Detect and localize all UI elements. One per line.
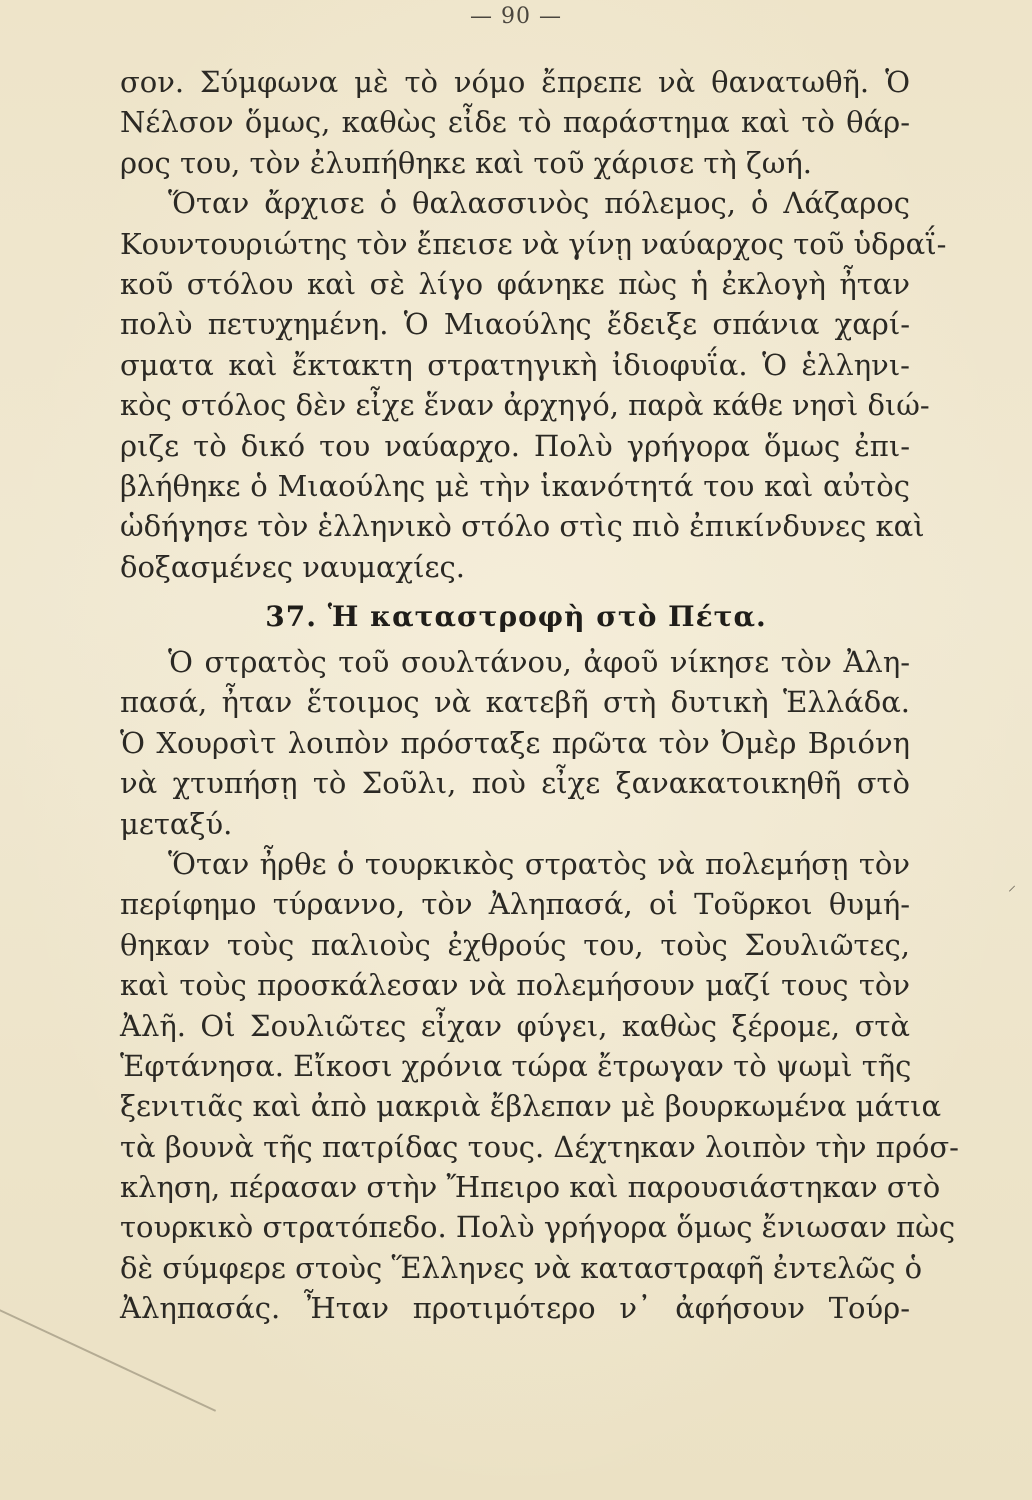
text-line: Ἀλῆ. Οἱ Σουλιῶτες εἶχαν φύγει, καθὼς ξέρομε, στὰ [120, 1008, 910, 1043]
text-line: τὰ βουνὰ τῆς πατρίδας τους. Δέχτηκαν λοιπὸν τὴν πρόσ- [120, 1129, 959, 1164]
text-line: μεταξύ. [120, 806, 233, 841]
paragraph-continuation [120, 62, 910, 183]
text-line: βλήθηκε ὁ Μιαούλης μὲ τὴν ἱκανότητά του καὶ αὐτὸς [120, 468, 910, 503]
text-line: ριζε τὸ δικό του ναύαρχο. Πολὺ γρήγορα ὅμως ἐπι- [120, 428, 910, 463]
text-line: δοξασμένες ναυμαχίες. [120, 549, 465, 584]
text-line: Ἑφτάνησα. Εἴκοσι χρόνια τώρα ἔτρωγαν τὸ ψωμὶ τῆς [120, 1048, 912, 1083]
text-line: ρος του, τὸν ἐλυπήθηκε καὶ τοῦ χάρισε τὴ ζωή. [120, 145, 812, 180]
text-line: Ἀληπασάς. Ἦταν προτιμότερο ν᾽ ἀφήσουν Τούρ- [120, 1291, 910, 1326]
text-line: Ὁ Χουρσὶτ λοιπὸν πρόσταξε πρῶτα τὸν Ὀμὲρ Βριόνη [120, 725, 910, 760]
text-line: σον. Σύμφωνα μὲ τὸ νόμο ἔπρεπε νὰ θανατωθῆ. Ὁ [120, 65, 910, 99]
text-line: κληση, πέρασαν στὴν Ἤπειρο καὶ παρουσιάστηκαν στὸ [120, 1170, 941, 1205]
text-line: πολὺ πετυχημένη. Ὁ Μιαούλης ἔδειξε σπάνια χαρί- [120, 307, 910, 342]
text-line: Ὅταν ἄρχισε ὁ θαλασσινὸς πόλεμος, ὁ Λάζαρος [168, 186, 910, 221]
text-line: Νέλσον ὅμως, καθὼς εἶδε τὸ παράστημα καὶ τὸ θάρ- [120, 105, 910, 140]
text-line: Ὁ στρατὸς τοῦ σουλτάνου, ἀφοῦ νίκησε τὸν Ἀλη- [168, 645, 910, 679]
text-line: ξενιτιᾶς καὶ ἀπὸ μακριὰ ἔβλεπαν μὲ βουρκωμένα μάτια [120, 1089, 942, 1124]
text-line: κὸς στόλος δὲν εἶχε ἕναν ἀρχηγό, παρὰ κάθε νησὶ διώ- [120, 388, 930, 423]
text-line: ὡδήγησε τὸν ἑλληνικὸ στόλο στὶς πιὸ ἐπικίνδυνες καὶ [120, 509, 925, 544]
text-line: πασά, ἦταν ἕτοιμος νὰ κατεβῆ στὴ δυτικὴ Ἑλλάδα. [120, 685, 910, 720]
paragraph-souliotes [120, 844, 959, 1329]
text-line: σματα καὶ ἔκτακτη στρατηγικὴ ἰδιοφυΐα. Ὁ ἑλληνι- [120, 347, 910, 382]
text-line: περίφημο τύραννο, τὸν Ἀληπασά, οἱ Τοῦρκοι θυμή- [120, 887, 910, 922]
text-line: θηκαν τοὺς παλιοὺς ἐχθρούς του, τοὺς Σουλιῶτες, [120, 927, 910, 962]
text-block-bottom [120, 642, 959, 1329]
text-line: Ὅταν ἦρθε ὁ τουρκικὸς στρατὸς νὰ πολεμήσῃ τὸν [168, 846, 910, 881]
page-number: — 90 — [470, 4, 562, 29]
text-block-top [120, 62, 947, 587]
text-line: καὶ τοὺς προσκάλεσαν νὰ πολεμήσουν μαζί τους τὸν [120, 968, 910, 1003]
margin-mark: ⸍ [1008, 882, 1017, 901]
text-line: κοῦ στόλου καὶ σὲ λίγο φάνηκε πὼς ἡ ἐκλογὴ ἦταν [120, 266, 910, 301]
paragraph-sultan-army [120, 642, 910, 844]
paragraph-miaoulis [120, 183, 947, 587]
text-line: τουρκικὸ στρατόπεδο. Πολὺ γρήγορα ὅμως ἔνιωσαν πὼς [120, 1210, 956, 1245]
text-line: δὲ σύμφερε στοὺς Ἕλληνες νὰ καταστραφῆ ἐντελῶς ὁ [120, 1250, 923, 1285]
text-line: νὰ χτυπήσῃ τὸ Σοῦλι, ποὺ εἶχε ξανακατοικηθῆ στὸ [120, 766, 910, 801]
section-heading: 37. Ἡ καταστροφὴ στὸ Πέτα. [265, 600, 767, 633]
text-line: Κουντουριώτης τὸν ἔπεισε νὰ γίνῃ ναύαρχος τοῦ ὑδραΐ- [120, 226, 947, 261]
